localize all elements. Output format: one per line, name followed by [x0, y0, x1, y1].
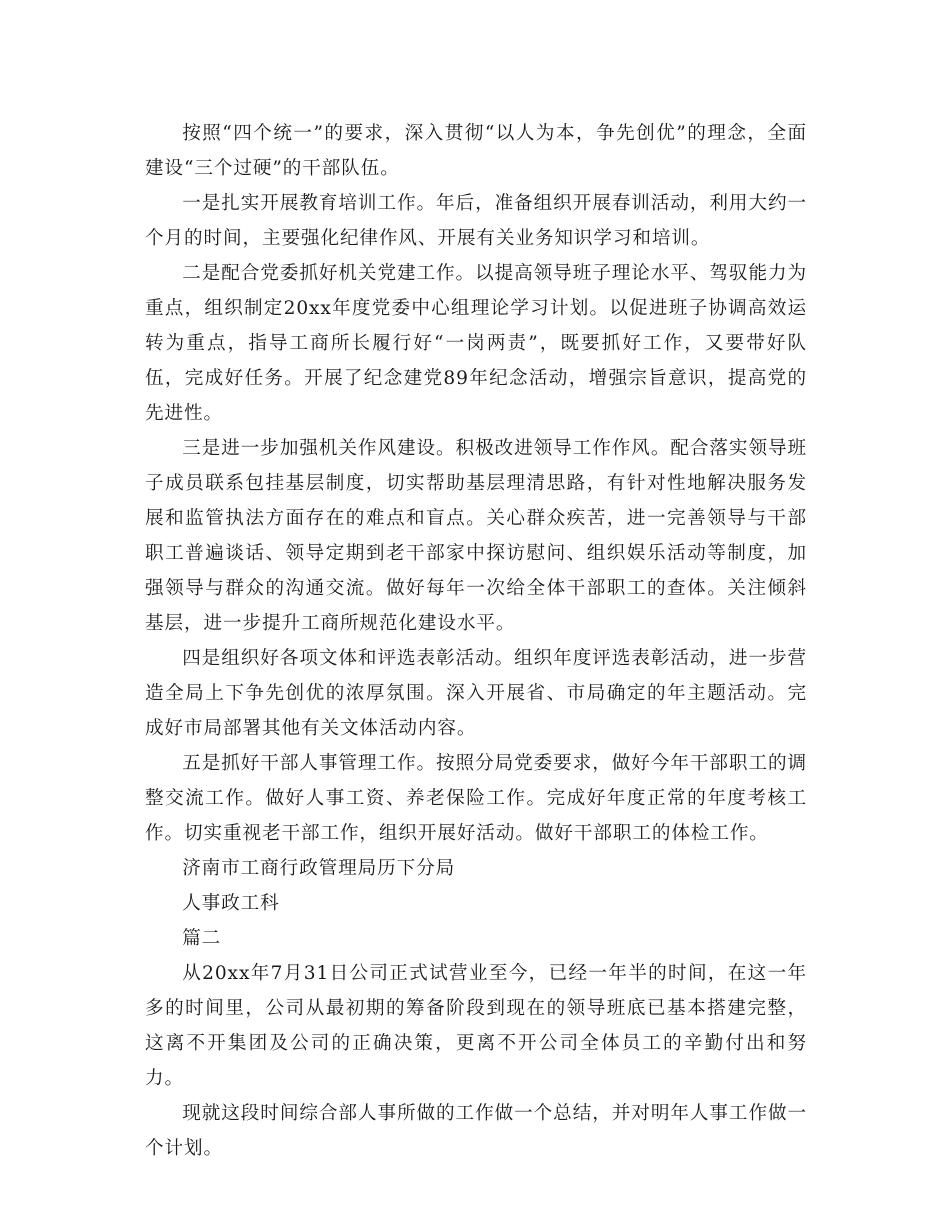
summary-paragraph: 现就这段时间综合部人事所做的工作做一个总结，并对明年人事工作做一个计划。: [145, 1103, 807, 1159]
department-name: 人事政工科: [182, 893, 280, 914]
item-three-paragraph: 三是进一步加强机关作风建设。积极改进领导工作作风。配合落实领导班子成员联系包挂基层制度，切实帮助基层理清思路，有针对性地解决服务发展和监管执法方面存在的难点和盲点。关心群众疾苦，进一完善领导与干部职工普遍谈话、领导定期到老干部家中探访慰问、组织娱乐活动等制度，加强领导与群众的沟通交流。做好每年一次给全体干部职工的查体。关注倾斜基层，进一步提升工商所规范化建设水平。: [145, 438, 807, 634]
document-body: [145, 116, 807, 1166]
organization-name: 济南市工商行政管理局历下分局: [182, 858, 456, 879]
item-two-paragraph: 二是配合党委抓好机关党建工作。以提高领导班子理论水平、驾驭能力为重点，组织制定20xx年度党委中心组理论学习计划。以促进班子协调高效运转为重点，指导工商所长履行好“一岗两责”，既要抓好工作，又要带好队伍，完成好任务。开展了纪念建党89年纪念活动，增强宗旨意识，提高党的先进性。: [145, 263, 807, 424]
section-two-paragraph: 从20xx年7月31日公司正式试营业至今，已经一年半的时间，在这一年多的时间里，公司从最初期的筹备阶段到现在的领导班底已基本搭建完整，这离不开集团及公司的正确决策，更离不开公司全体员工的辛勤付出和努力。: [145, 963, 807, 1089]
item-four-paragraph: 四是组织好各项文体和评选表彰活动。组织年度评选表彰活动，进一步营造全局上下争先创优的浓厚氛围。深入开展省、市局确定的年主题活动。完成好市局部署其他有关文体活动内容。: [145, 648, 807, 739]
item-one-paragraph: 一是扎实开展教育培训工作。年后，准备组织开展春训活动，利用大约一个月的时间，主要强化纪律作风、开展有关业务知识学习和培训。: [145, 193, 807, 249]
item-five-paragraph: 五是抓好干部人事管理工作。按照分局党委要求，做好今年干部职工的调整交流工作。做好人事工资、养老保险工作。完成好年度正常的年度考核工作。切实重视老干部工作，组织开展好活动。做好干部职工的体检工作。: [145, 753, 807, 844]
intro-paragraph: 按照“四个统一”的要求，深入贯彻“以人为本，争先创优”的理念，全面建设“三个过硬”的干部队伍。: [145, 123, 807, 179]
section-heading: 篇二: [182, 928, 222, 949]
